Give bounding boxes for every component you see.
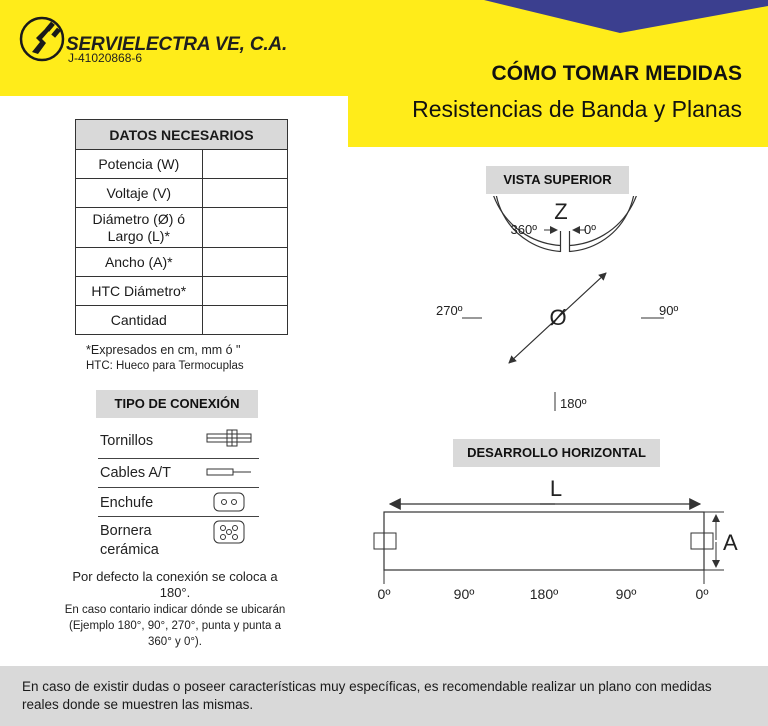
datos-table bbox=[75, 119, 288, 335]
length-label: L bbox=[549, 476, 563, 501]
divider bbox=[98, 458, 259, 459]
vista-superior-header: VISTA SUPERIOR bbox=[486, 166, 629, 194]
htc-note: HTC: Hueco para Termocuplas bbox=[86, 360, 244, 372]
conn-label-tornillos: Tornillos bbox=[100, 433, 154, 449]
angle-0-label: 0º bbox=[584, 222, 596, 237]
table-row bbox=[76, 277, 288, 306]
row-value-htc[interactable] bbox=[202, 277, 287, 306]
conn-label-enchufe: Enchufe bbox=[100, 495, 154, 511]
page-title: CÓMO TOMAR MEDIDAS bbox=[491, 62, 742, 85]
row-label-voltaje: Voltaje (V) bbox=[76, 179, 203, 208]
conn-label-cables: Cables A/T bbox=[100, 465, 171, 481]
tick-label: 0º bbox=[377, 586, 391, 602]
tick-label: 180º bbox=[529, 586, 559, 602]
tick-label: 0º bbox=[695, 586, 709, 602]
desarrollo-header: DESARROLLO HORIZONTAL bbox=[453, 439, 660, 467]
cable-terminal-icon bbox=[205, 465, 253, 479]
contrary-connection-note: En caso contario indicar dónde se ubicarán (Ejemplo 180°, 90°, 270°, punta y punta a 360° y 0°). bbox=[64, 604, 286, 648]
angle-90-label: 90º bbox=[659, 303, 679, 318]
row-label-diametro: Diámetro (Ø) ó Largo (L)* bbox=[76, 208, 203, 248]
ceramic-terminal-icon bbox=[212, 519, 246, 545]
datos-table-header: DATOS NECESARIOS bbox=[76, 120, 288, 150]
row-label-cantidad: Cantidad bbox=[76, 306, 203, 335]
width-label: A bbox=[723, 530, 738, 555]
divider bbox=[98, 487, 259, 488]
brand-name: SERVIELECTRA VE, C.A. bbox=[66, 34, 288, 55]
tick-label: 90º bbox=[615, 586, 637, 602]
axis-z-label: Z bbox=[554, 199, 568, 224]
row-value-ancho[interactable] bbox=[202, 248, 287, 277]
table-row bbox=[76, 306, 288, 335]
default-connection-note: Por defecto la conexión se coloca a 180°. bbox=[72, 569, 278, 600]
row-value-voltaje[interactable] bbox=[202, 179, 287, 208]
page-subtitle: Resistencias de Banda y Planas bbox=[412, 96, 742, 122]
conexion-header: TIPO DE CONEXIÓN bbox=[96, 390, 258, 418]
row-value-potencia[interactable] bbox=[202, 150, 287, 179]
row-label-htc: HTC Diámetro* bbox=[76, 277, 203, 306]
row-value-diametro[interactable] bbox=[202, 208, 287, 248]
row-value-cantidad[interactable] bbox=[202, 306, 287, 335]
horizontal-development-diagram bbox=[360, 472, 750, 607]
left-terminal bbox=[374, 533, 396, 549]
divider bbox=[98, 516, 259, 517]
tick-label: 90º bbox=[453, 586, 475, 602]
plug-logo-icon bbox=[18, 14, 66, 64]
screw-terminal-icon bbox=[205, 428, 253, 448]
table-row bbox=[76, 208, 288, 248]
right-terminal bbox=[691, 533, 713, 549]
top-view-diagram bbox=[420, 196, 700, 416]
band-strip bbox=[384, 512, 704, 570]
row-label-potencia: Potencia (W) bbox=[76, 150, 203, 179]
conn-label-bornera: Bornera cerámica bbox=[100, 523, 159, 558]
table-row bbox=[76, 179, 288, 208]
diameter-symbol: Ø bbox=[549, 305, 567, 330]
footer-note: En caso de existir dudas o poseer características muy específicas, es recomendable realizar un plano con medidas reales donde se muestren las mismas. bbox=[22, 679, 712, 712]
table-row bbox=[76, 150, 288, 179]
brand-rif: J-41020868-6 bbox=[68, 51, 143, 65]
table-row bbox=[76, 248, 288, 277]
angle-270-label: 270º bbox=[436, 303, 463, 318]
plug-icon bbox=[212, 491, 246, 513]
units-note: *Expresados en cm, mm ó " bbox=[86, 343, 241, 357]
row-label-ancho: Ancho (A)* bbox=[76, 248, 203, 277]
angle-360-label: 360º bbox=[510, 222, 537, 237]
angle-180-label: 180º bbox=[560, 396, 587, 411]
